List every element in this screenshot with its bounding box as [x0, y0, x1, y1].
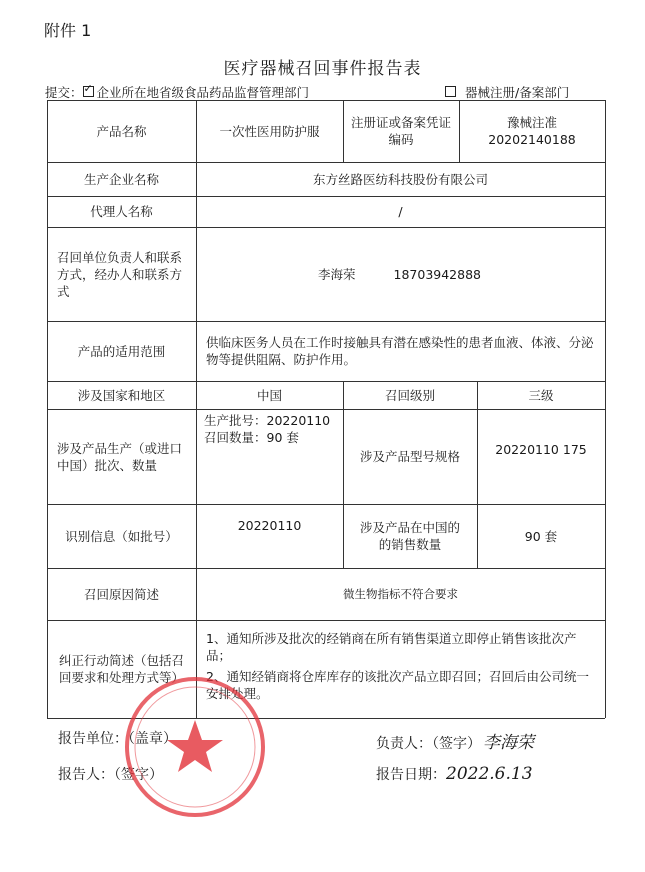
contact-name: 李海荣: [318, 266, 356, 282]
product-name-label: 产品名称: [96, 123, 147, 139]
product-name-value: 一次性医用防护服: [219, 123, 320, 139]
recall-qty: 90 套: [266, 430, 299, 445]
sales-label: 涉及产品在中国的的销售数量: [359, 520, 460, 552]
batch-label: 涉及产品生产（或进口中国）批次、数量: [57, 440, 183, 473]
agent-value: /: [398, 204, 403, 219]
reason-value: 微生物指标不符合要求: [343, 586, 458, 601]
reg-cert-label: 注册证或备案凭证编码: [350, 115, 451, 147]
seal-star-icon: [167, 720, 223, 772]
responsible-signature: 李海荣: [483, 733, 534, 753]
batch-no-label: 生产批号：: [204, 413, 267, 428]
contact-value: [196, 227, 605, 321]
contact-phone: 18703942888: [393, 266, 481, 282]
submit-option-provincial: 企业所在地省级食品药品监督管理部门: [96, 85, 310, 100]
recall-report-table: [47, 100, 605, 718]
reason-label: 召回原因简述: [83, 586, 159, 602]
batch-value: [196, 409, 343, 504]
contact-label: 召回单位负责人和联系方式，经办人和联系方式: [57, 249, 183, 299]
level-value: 三级: [528, 387, 554, 403]
checkbox-provincial[interactable]: [83, 86, 94, 97]
report-date-label: 报告日期：: [376, 767, 446, 783]
sales-value: 90 套: [524, 528, 558, 544]
batch-no: 20220110: [266, 413, 331, 428]
model-label: 涉及产品型号规格: [359, 449, 460, 464]
submit-option-registration: 器械注册/备案部门: [465, 85, 570, 100]
checkbox-registration[interactable]: [445, 86, 456, 97]
report-unit-label: 报告单位：（盖章）: [58, 731, 177, 747]
agent-label: 代理人名称: [90, 204, 153, 219]
company-seal-stamp: [120, 672, 270, 822]
action-item-2: 2、通知经销商将仓库库存的该批次产品立即召回；召回后由公司统一安排处理。: [206, 669, 589, 701]
action-item-1: 1、通知所涉及批次的经销商在所有销售渠道立即停止销售该批次产品；: [206, 631, 577, 663]
scope-value: 供临床医务人员在工作时接触具有潜在感染性的患者血液、体液、分泌物等提供阻隔、防护作用。: [206, 335, 594, 367]
level-label: 召回级别: [384, 387, 435, 403]
model-value: 20220110 175: [495, 442, 587, 457]
country-value: 中国: [256, 387, 282, 403]
attachment-label: 附件 1: [44, 21, 92, 40]
id-value: 20220110: [237, 518, 302, 533]
report-date-value: 2022.6.13: [446, 764, 533, 784]
responsible-label: [376, 728, 534, 753]
responsible-text: 负责人：（签字）: [376, 736, 481, 752]
reporter-label: 报告人：（签字）: [58, 767, 163, 783]
action-label: 纠正行动简述（包括召回要求和处理方式等）: [58, 653, 184, 685]
country-label: 涉及国家和地区: [77, 387, 166, 403]
report-date: [376, 764, 533, 784]
manufacturer-value: 东方丝路医纺科技股份有限公司: [312, 171, 488, 187]
submit-prefix: 提交：: [45, 85, 83, 100]
submit-row-right: [445, 83, 569, 101]
manufacturer-label: 生产企业名称: [83, 171, 159, 187]
id-label: 识别信息（如批号）: [65, 528, 178, 544]
table-border: [605, 100, 606, 718]
reg-cert-value: 豫械注准20202140188: [488, 115, 576, 147]
recall-qty-label: 召回数量：: [204, 430, 267, 445]
page-title: 医疗器械召回事件报告表: [223, 59, 422, 79]
scope-label: 产品的适用范围: [77, 343, 166, 359]
submit-row: [45, 83, 309, 101]
